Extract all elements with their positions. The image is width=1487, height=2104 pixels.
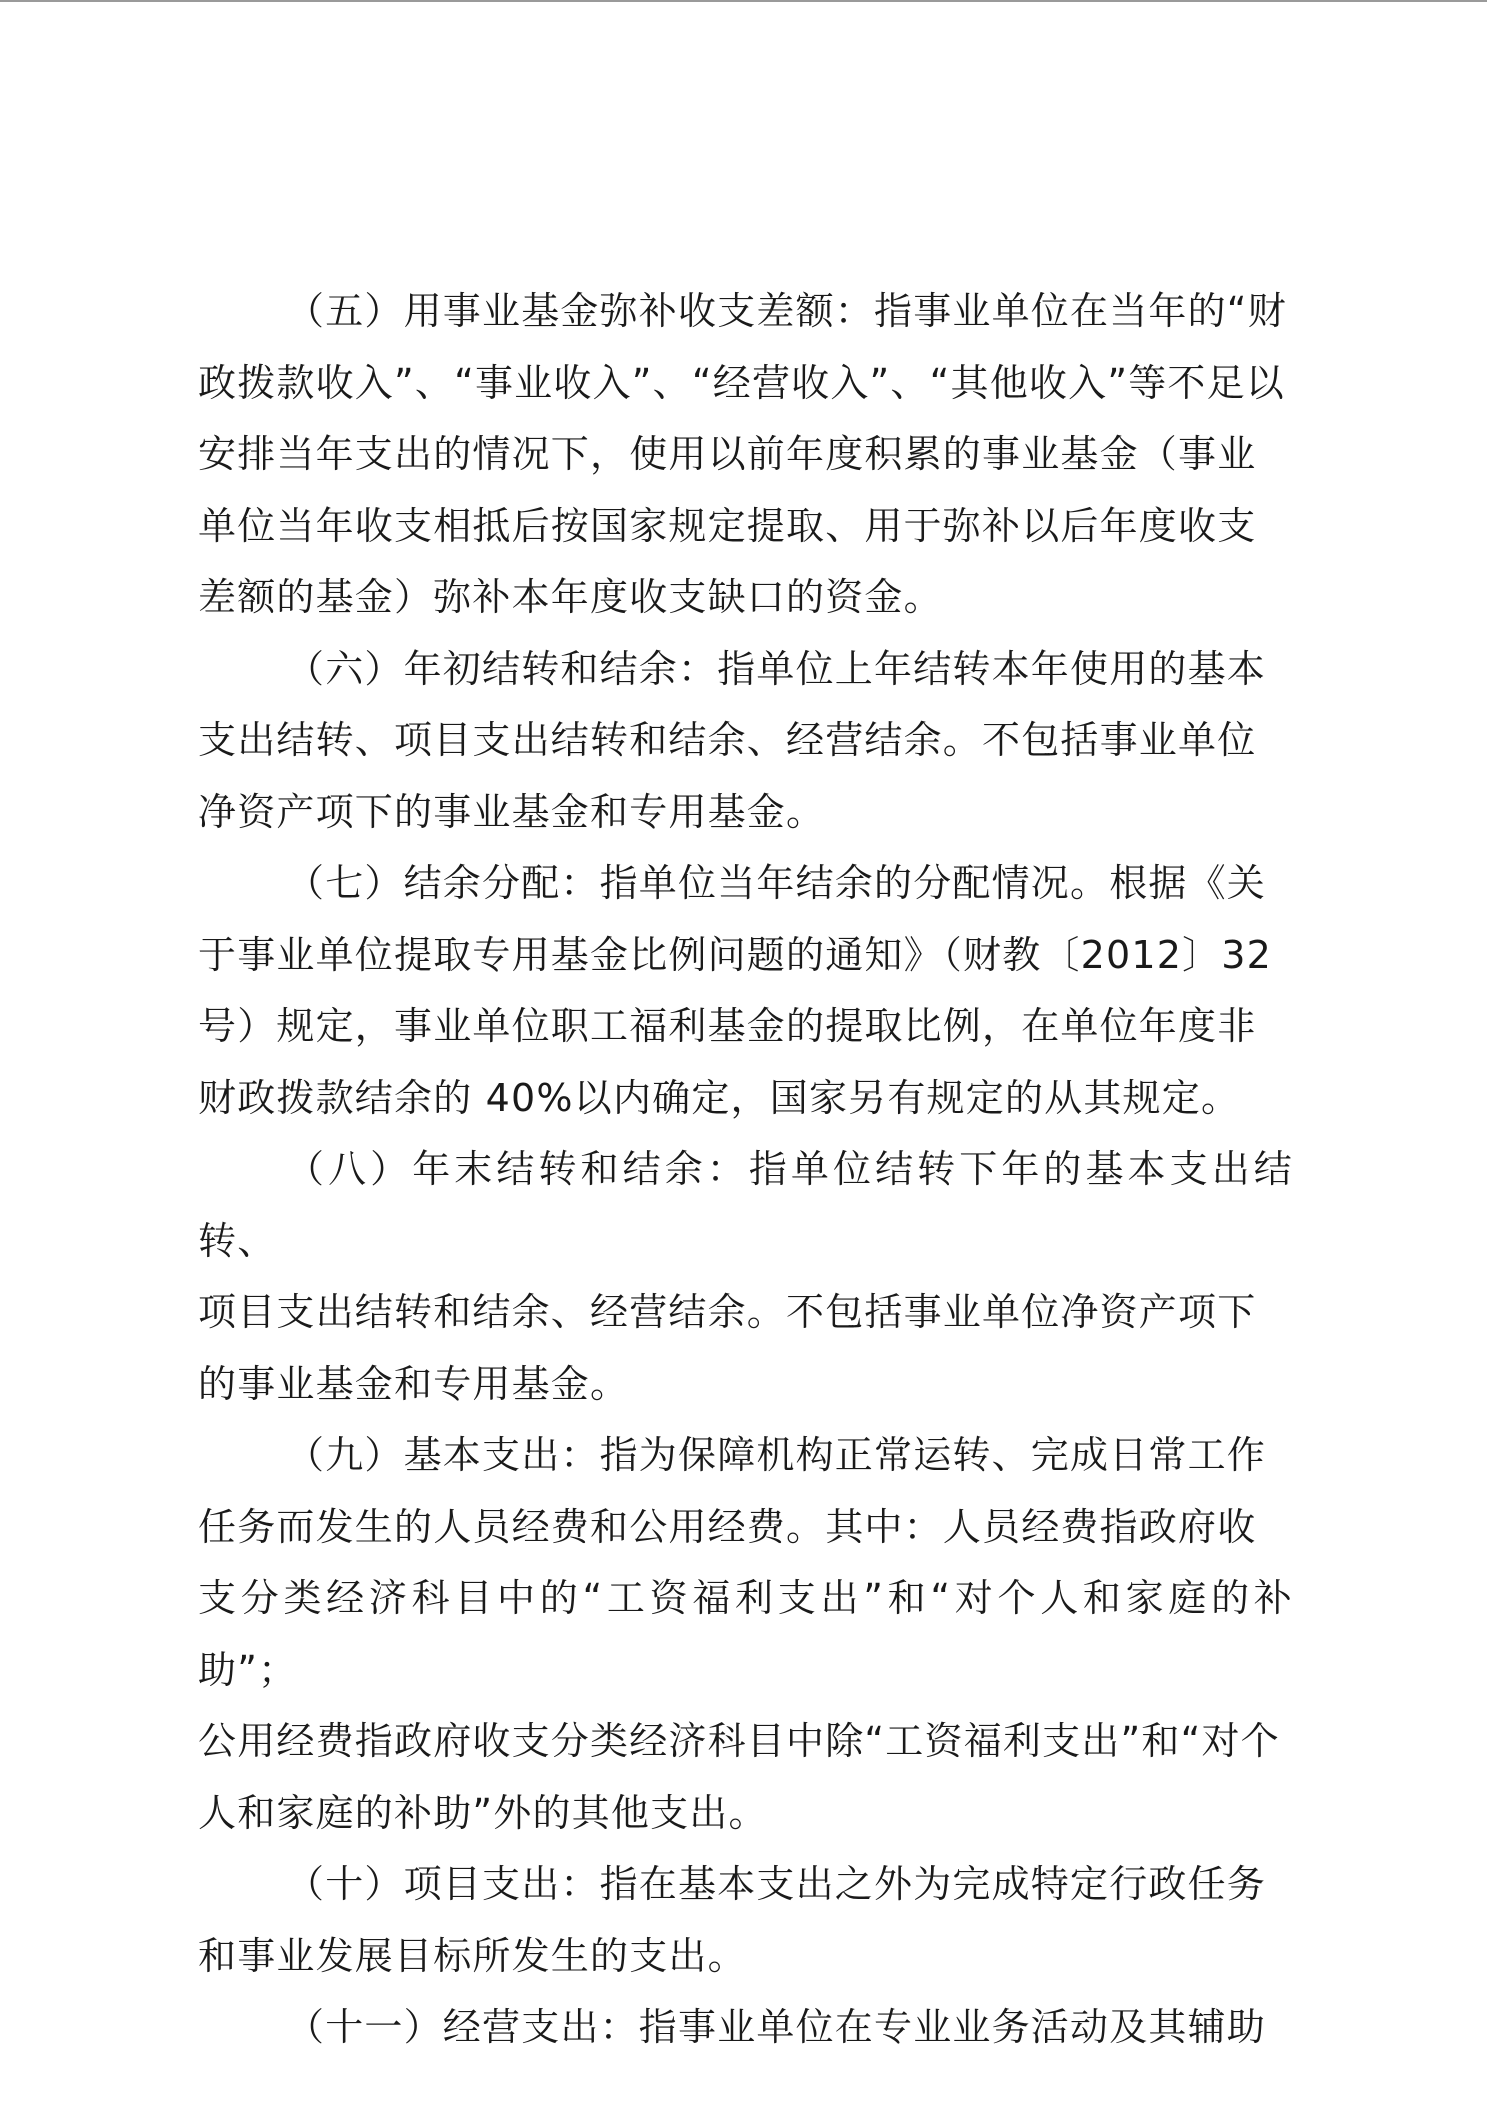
paragraph-line: （五）用事业基金弥补收支差额：指事业单位在当年的“财 (286, 289, 1287, 333)
paragraph-line: 净资产项下的事业基金和专用基金。 (198, 789, 826, 834)
paragraph-5 (198, 276, 1293, 634)
document-page (198, 276, 1293, 2064)
paragraph-line: 财政拨款结余的 40%以内确定，国家另有规定的从其规定。 (198, 1075, 1241, 1120)
paragraph-10 (198, 1849, 1293, 1992)
paragraph-line: （六）年初结转和结余：指单位上年结转本年使用的基本 (286, 646, 1267, 691)
paragraph-line: 公用经费指政府收支分类经济科目中除“工资福利支出”和“对个 (198, 1719, 1280, 1763)
paragraph-line: 于事业单位提取专用基金比例问题的通知》（财教〔2012〕32 (198, 932, 1273, 977)
paragraph-line: 的事业基金和专用基金。 (198, 1361, 630, 1406)
paragraph-11 (198, 1992, 1293, 2064)
paragraph-line: 支出结转、项目支出结转和结余、经营结余。不包括事业单位 (198, 718, 1257, 762)
paragraph-9 (198, 1420, 1293, 1849)
paragraph-7 (198, 848, 1293, 1134)
paragraph-line: 人和家庭的补助”外的其他支出。 (198, 1790, 768, 1835)
paragraph-line: （七）结余分配：指单位当年结余的分配情况。根据《关 (286, 861, 1267, 905)
paragraph-line: 支分类经济科目中的“工资福利支出”和“对个人和家庭的补助”； (198, 1576, 1293, 1692)
paragraph-8 (198, 1134, 1293, 1420)
paragraph-line: 号）规定，事业单位职工福利基金的提取比例，在单位年度非 (198, 1004, 1257, 1048)
paragraph-line: 单位当年收支相抵后按国家规定提取、用于弥补以后年度收支 (198, 503, 1257, 548)
paragraph-line: 安排当年支出的情况下，使用以前年度积累的事业基金（事业 (198, 432, 1257, 476)
paragraph-line: 和事业发展目标所发生的支出。 (198, 1933, 747, 1978)
paragraph-line: 差额的基金）弥补本年度收支缺口的资金。 (198, 575, 943, 619)
paragraph-line: （八）年末结转和结余：指单位结转下年的基本支出结转、 (198, 1147, 1293, 1263)
paragraph-line: （十一）经营支出：指事业单位在专业业务活动及其辅助 (286, 2005, 1267, 2049)
paragraph-line: （九）基本支出：指为保障机构正常运转、完成日常工作 (286, 1433, 1267, 1477)
paragraph-line: 项目支出结转和结余、经营结余。不包括事业单位净资产项下 (198, 1290, 1257, 1334)
paragraph-6 (198, 634, 1293, 849)
paragraph-line: （十）项目支出：指在基本支出之外为完成特定行政任务 (286, 1862, 1267, 1906)
paragraph-line: 任务而发生的人员经费和公用经费。其中：人员经费指政府收 (198, 1504, 1257, 1549)
page-top-border (0, 0, 1487, 2)
paragraph-line: 政拨款收入”、“事业收入”、“经营收入”、“其他收入”等不足以 (198, 360, 1286, 405)
